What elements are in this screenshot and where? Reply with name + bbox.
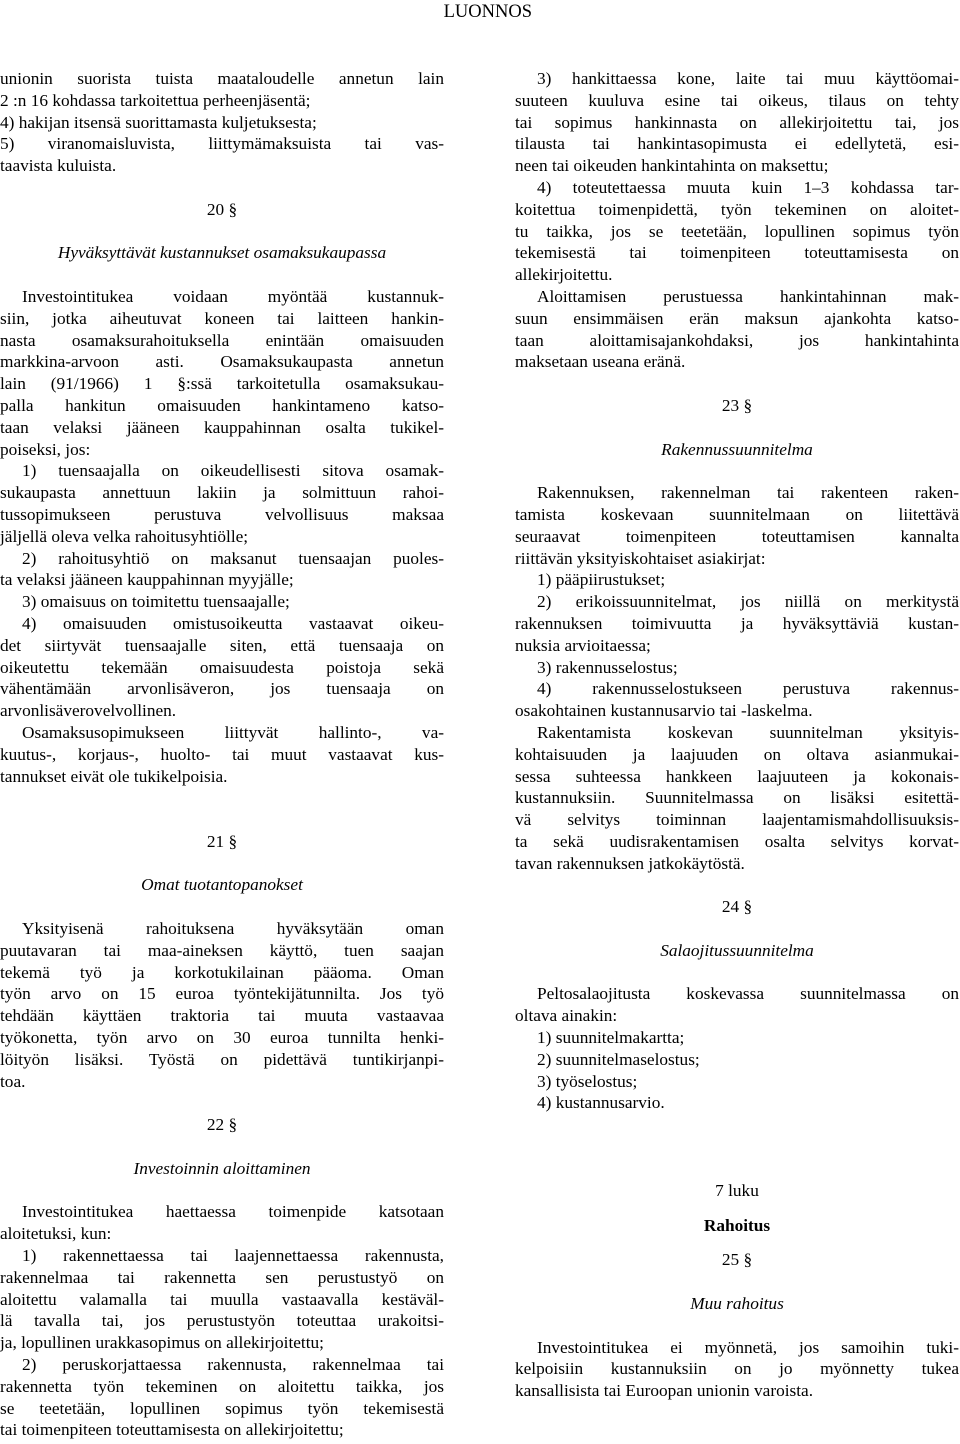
text-line: tekemisestä tai toimenpiteen toteuttamisesta on xyxy=(515,243,959,263)
spacer xyxy=(0,1180,444,1202)
text-line: aloitettu valamalla tai muulla vastaavalla kestäväl- xyxy=(0,1289,444,1309)
text-line: neen tai oikeuden hankintahinta on maksettu; xyxy=(515,156,829,176)
text-line: 4) rakennusselostukseen perustuva rakennus- xyxy=(537,679,959,699)
text-line: kohtaisuuden ja laajuuden on oltava asianmukai- xyxy=(515,744,959,764)
spacer xyxy=(515,1114,959,1179)
text-line: oikeutettu tekemään omaisuudesta poistoja sekä xyxy=(0,657,444,677)
text-line: taavista kuluista. xyxy=(0,156,117,176)
text-line: tavan rakennuksen jatkokäytöstä. xyxy=(515,853,745,873)
text-line: kustannuksiin. Suunnitelmassa on lisäksi esitettä- xyxy=(515,788,959,808)
text-line: 5) viranomaisluvista, liittymämaksuista tai vas- xyxy=(0,134,444,154)
text-line: tai toimenpiteen toteuttamisesta on allekirjoitettu; xyxy=(0,1420,344,1440)
text-line: 3) työselostus; xyxy=(537,1071,638,1091)
spacer xyxy=(0,787,444,831)
spacer xyxy=(0,1092,444,1114)
spacer xyxy=(0,221,444,243)
text-line: Rakennuksen, rakennelman tai rakenteen raken- xyxy=(537,483,959,503)
text-line: kansallisista tai Euroopan unionin varoista. xyxy=(515,1381,814,1401)
text-line: tai sopimus hankinnasta on allekirjoitettu tai, jos xyxy=(515,112,959,132)
text-line: 2 :n 16 kohdassa tarkoitettua perheenjäsentä; xyxy=(0,90,311,110)
text-line: tehdään käyttäen traktoria tai muuta vastaavaa xyxy=(0,1006,444,1026)
section-number: 23 § xyxy=(721,395,753,415)
text-line: allekirjoitettu. xyxy=(515,265,613,285)
text-line: 1) tuensaajalla on oikeudellisesti sitova osamak- xyxy=(22,461,444,481)
text-line: aloitetuksi, kun: xyxy=(0,1224,112,1244)
chapter-number: 7 luku xyxy=(715,1180,759,1200)
right-column xyxy=(515,68,959,1402)
text-line: vä selvitys toiminnan laajentamismahdollisuuksis- xyxy=(515,810,959,830)
chapter-title: Rahoitus xyxy=(703,1215,771,1235)
left-column xyxy=(0,68,444,1441)
text-line: suuteen kuuluva esine tai oikeus, tilaus on tehty xyxy=(515,90,959,110)
text-line: sukaupasta annettuun lakiin ja solmittuun rahoi- xyxy=(0,483,444,503)
text-line: tussopimukseen perustuva velvollisuus maksaa xyxy=(0,504,444,524)
text-line: riittävän yksityiskohtaiset asiakirjat: xyxy=(515,548,766,568)
section-number: 22 § xyxy=(206,1115,238,1135)
spacer xyxy=(515,460,959,482)
text-line: Rakentamista koskevan suunnitelman yksityis- xyxy=(537,722,959,742)
text-line: maksetaan useana eränä. xyxy=(515,352,686,372)
text-line: 1) pääpiirustukset; xyxy=(537,570,666,590)
section-number: 24 § xyxy=(721,897,753,917)
text-line: unionin suorista tuista maataloudelle annetun lain xyxy=(0,69,444,88)
text-line: tannukset eivät ole tukikelpoisia. xyxy=(0,766,228,786)
text-line: rakennetta työn tekeminen on aloitettu taikka, jos xyxy=(0,1376,444,1396)
section-number: 21 § xyxy=(206,831,238,851)
section-title: Hyväksyttävät kustannukset osamaksukaupassa xyxy=(57,243,387,263)
text-line: puutavaran tai maa-aineksen käyttö, tuen saajan xyxy=(0,940,444,960)
text-line: 2) erikoissuunnitelmat, jos niillä on merkitystä xyxy=(537,592,959,612)
text-line: nasta osamaksurahoituksella enintään omaisuuden xyxy=(0,330,444,350)
text-line: 1) suunnitelmakartta; xyxy=(537,1028,685,1048)
spacer xyxy=(515,1315,959,1337)
text-line: Aloittamisen perustuessa hankintahinnan mak- xyxy=(537,286,959,306)
spacer xyxy=(0,264,444,286)
text-line: lain (91/1966) 1 §:ssä tarkoitetulla osamaksukau- xyxy=(0,374,444,394)
text-line: palla hankitun omaisuuden hankintameno katso- xyxy=(0,395,444,415)
text-line: Peltosalaojitusta koskevassa suunnitelmassa on xyxy=(537,984,959,1004)
spacer xyxy=(515,874,959,896)
draft-header: LUONNOS xyxy=(443,2,532,22)
text-line: 4) toteutettaessa muuta kuin 1–3 kohdassa tar- xyxy=(537,177,959,197)
text-line: Yksityisenä rahoituksena hyväksytään oman xyxy=(22,919,444,939)
text-line: 3) rakennusselostus; xyxy=(537,657,678,677)
section-title: Muu rahoitus xyxy=(690,1293,784,1313)
text-line: tu taikka, jos se teetetään, lopullinen sopimus työn xyxy=(515,221,959,241)
text-line: 4) omaisuuden omistusoikeutta vastaavat oikeu- xyxy=(22,613,444,633)
text-line: oltava ainakin: xyxy=(515,1006,618,1026)
section-title: Rakennussuunnitelma xyxy=(661,439,813,459)
text-line: markkina-arvoon asti. Osamaksukaupasta annetun xyxy=(0,352,444,372)
text-line: siin, jotka aiheutuvat koneen tai laitteen hankin- xyxy=(0,308,444,328)
text-line: 1) rakennettaessa tai laajennettaessa rakennusta, xyxy=(22,1246,444,1266)
text-line: Investointitukea voidaan myöntää kustannuk- xyxy=(22,286,444,306)
spacer xyxy=(515,1236,959,1249)
spacer xyxy=(0,177,444,199)
text-line: sessa suhteessa hankkeen laajuuteen ja kokonais- xyxy=(515,766,959,786)
spacer xyxy=(515,417,959,439)
text-line: taan aloittamisajankohdaksi, jos hankintahinta xyxy=(515,330,959,350)
text-line: kuutus-, korjaus-, huolto- tai muut vastaavat kus- xyxy=(0,744,444,764)
spacer xyxy=(515,373,959,395)
text-line: koitettua toimenpidettä, työn tekeminen on aloitet- xyxy=(515,199,959,219)
text-line: 2) peruskorjattaessa rakennusta, rakennelmaa tai xyxy=(22,1355,444,1375)
text-line: 4) hakijan itsensä suorittamasta kuljetuksesta; xyxy=(0,112,317,132)
text-line: taan velaksi jääneen kauppahinnan osalta tukikel- xyxy=(0,417,444,437)
text-line: det siirtyvät tuensaajalle siten, että tuensaaja on xyxy=(0,635,444,655)
spacer xyxy=(515,962,959,984)
text-line: ta velaksi jääneen kauppahinnan myyjälle; xyxy=(0,570,294,590)
section-title: Salaojitussuunnitelma xyxy=(660,940,814,960)
text-line: suun ensimmäisen erän maksun ajankohta katso- xyxy=(515,308,959,328)
text-line: Osamaksusopimukseen liittyvät hallinto-, va- xyxy=(22,722,444,742)
text-line: tilausta tai hankintasopimusta ei edellytetä, esi- xyxy=(515,134,959,154)
text-line: se teetetään, lopullinen sopimus työn tekemisestä xyxy=(0,1398,444,1418)
section-number: 20 § xyxy=(206,199,238,219)
text-line: jäljellä oleva velka rahoitusyhtiölle; xyxy=(0,526,249,546)
text-line: kelpoisiin kustannuksiin on jo myönnetty tukea xyxy=(515,1359,959,1379)
spacer xyxy=(0,1136,444,1158)
text-line: Investointitukea ei myönnetä, jos samoihin tuki- xyxy=(537,1337,959,1357)
text-line: nuksia arvioitaessa; xyxy=(515,635,651,655)
text-line: rakennelmaa tai rakennetta sen perustustyö on xyxy=(0,1267,444,1287)
text-line: ja, lopullinen urakkasopimus on allekirjoitettu; xyxy=(0,1333,324,1353)
text-line: 4) kustannusarvio. xyxy=(537,1093,665,1113)
text-line: lä tavalla tai, jos perustustyön toteuttaa urakoitsi- xyxy=(0,1311,444,1331)
text-line: rakennuksen toimivuutta ja hyväksyttäviä kustan- xyxy=(515,613,959,633)
text-line: löityön lisäksi. Työstä on pidettävä tuntikirjanpi- xyxy=(0,1049,444,1069)
text-line: 3) hankittaessa kone, laite tai muu käyttöomai- xyxy=(537,69,959,88)
text-line: 2) suunnitelmaselostus; xyxy=(537,1049,700,1069)
spacer xyxy=(0,853,444,875)
text-line: tamista koskevaan suunnitelmaan on liitettävä xyxy=(515,504,959,524)
section-title: Omat tuotantopanokset xyxy=(141,875,303,895)
text-line: 3) omaisuus on toimitettu tuensaajalle; xyxy=(22,592,290,612)
spacer xyxy=(515,918,959,940)
spacer xyxy=(515,1271,959,1293)
text-line: 2) rahoitusyhtiö on maksanut tuensaajan puoles- xyxy=(22,548,444,568)
text-line: osakohtainen kustannusarvio tai -laskelma. xyxy=(515,701,813,721)
text-line: ta sekä uudisrakentamisen osalta selvitys korvat- xyxy=(515,831,959,851)
spacer xyxy=(0,896,444,918)
text-line: Investointitukea haettaessa toimenpide katsotaan xyxy=(22,1202,444,1222)
spacer xyxy=(515,1201,959,1214)
section-number: 25 § xyxy=(721,1250,753,1270)
text-line: arvonlisäverovelvollinen. xyxy=(0,701,177,721)
text-line: toa. xyxy=(0,1071,26,1091)
text-line: tekemä työ ja korkotukilainan pääoma. Oman xyxy=(0,962,444,982)
text-line: työkonetta, työn arvo on 30 euroa tunnilta henki- xyxy=(0,1028,444,1048)
text-line: vähentämään arvonlisäveron, jos tuensaaja on xyxy=(0,679,444,699)
text-line: työn arvo on 15 euroa työntekijätunnilta. Jos työ xyxy=(0,984,444,1004)
text-line: seuraavat toimenpiteen toteuttamisen kannalta xyxy=(515,526,959,546)
section-title: Investoinnin aloittaminen xyxy=(133,1158,311,1178)
text-line: poiseksi, jos: xyxy=(0,439,91,459)
